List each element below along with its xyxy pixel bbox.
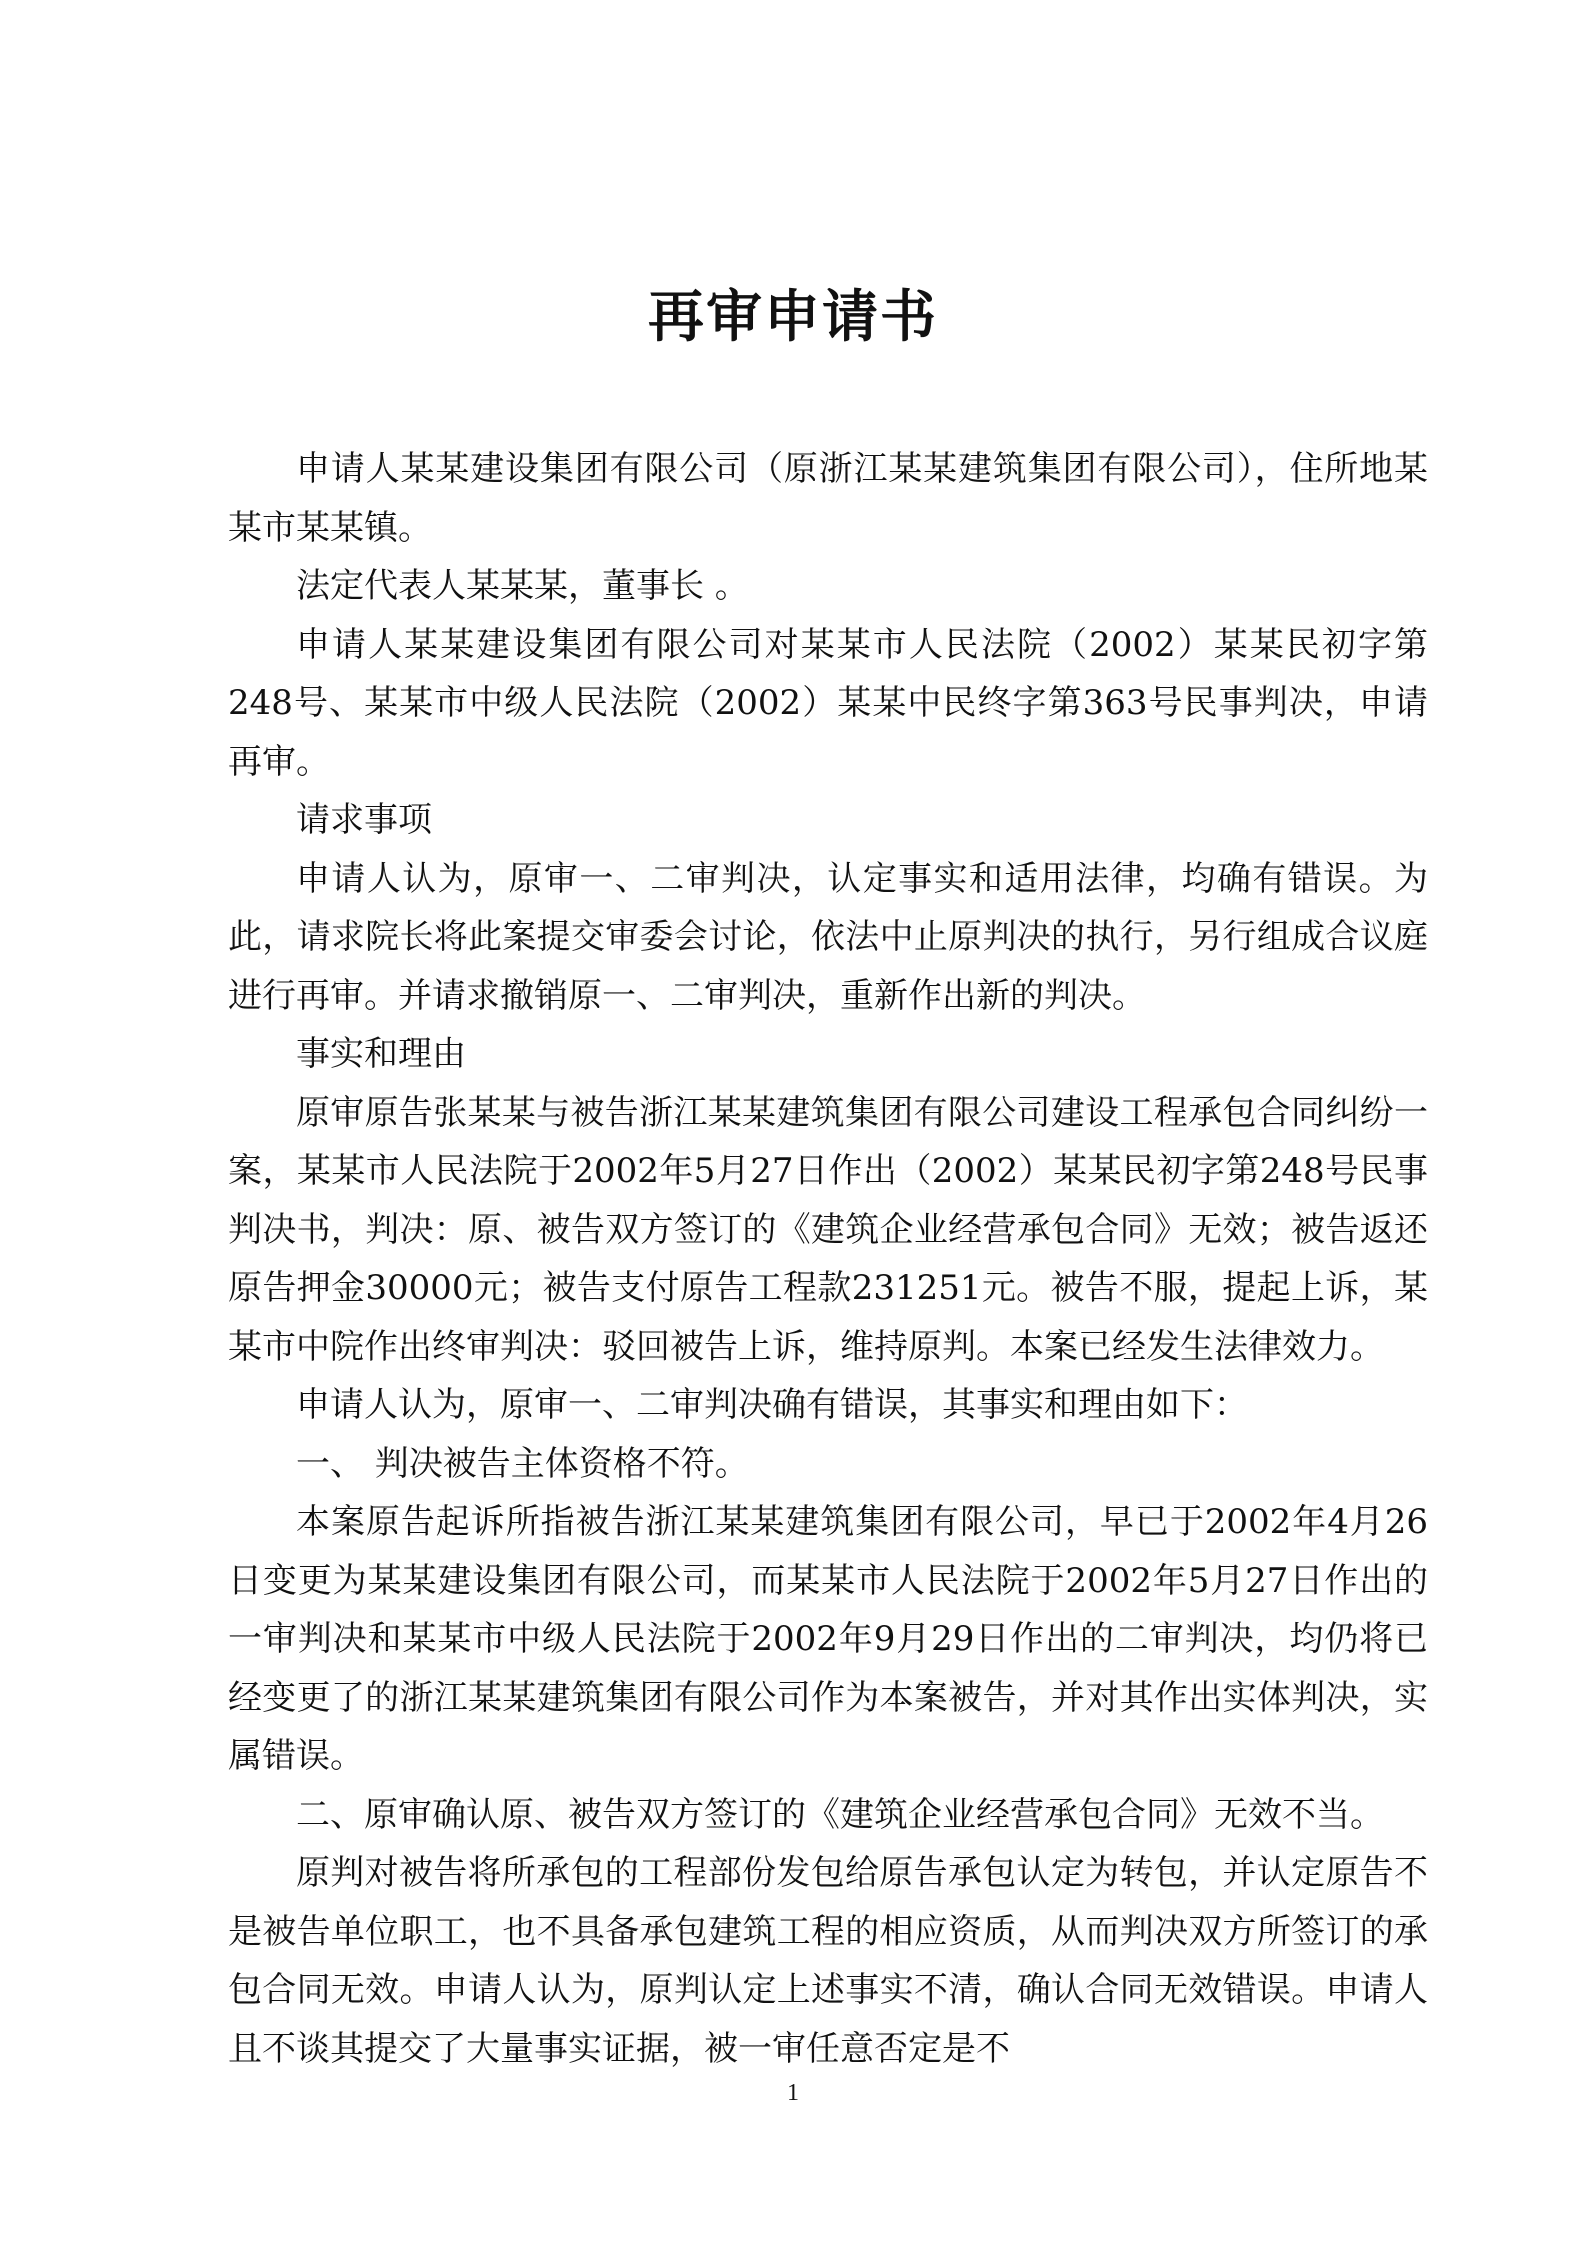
legal-representative-paragraph: 法定代表人某某某，董事长 。 (296, 566, 749, 606)
application-paragraph: 申请人某某建设集团有限公司对某某市人民法院（2002）某某民初字第248号、某某市中级人民法院（2002）某某中民终字第363号民事判决，申请再审。 (228, 624, 1428, 782)
document-title: 再审申请书 (648, 285, 938, 350)
reasons-intro-paragraph: 申请人认为，原审一、二审判决确有错误，其事实和理由如下： (296, 1385, 1248, 1425)
reason-one-paragraph: 本案原告起诉所指被告浙江某某建筑集团有限公司，早已于2002年4月26日变更为某某建设集团有限公司，而某某市人民法院于2002年5月27日作出的一审判决和某某市中级人民法院于2002年9月29日作出的二审判决，均仍将已经变更了的浙江某某建筑集团有限公司作为本案被告，并对其作出实体判决，实属错误。 (228, 1502, 1428, 1776)
facts-paragraph: 原审原告张某某与被告浙江某某建筑集团有限公司建设工程承包合同纠纷一案，某某市人民法院于2002年5月27日作出（2002）某某民初字第248号民事判决书，判决：原、被告双方签订的《建筑企业经营承包合同》无效；被告返还原告押金30000元；被告支付原告工程款231251元。被告不服，提起上诉，某某市中院作出终审判决：驳回被告上诉，维持原判。本案已经发生法律效力。 (228, 1092, 1428, 1367)
applicant-paragraph: 申请人某某建设集团有限公司（原浙江某某建筑集团有限公司），住所地某某市某某镇。 (228, 449, 1428, 548)
page-number: 1 (787, 2080, 799, 2106)
section-heading-requests: 请求事项 (296, 800, 432, 840)
document-body (228, 440, 1428, 2078)
reason-two-heading: 二、原审确认原、被告双方签订的《建筑企业经营承包合同》无效不当。 (296, 1794, 1384, 1835)
reason-two-paragraph: 原判对被告将所承包的工程部份发包给原告承包认定为转包，并认定原告不是被告单位职工，也不具备承包建筑工程的相应资质，从而判决双方所签订的承包合同无效。申请人认为，原判认定上述事实不清，确认合同无效错误。申请人且不谈其提交了大量事实证据，被一审任意否定是不 (228, 1853, 1428, 2069)
requests-paragraph: 申请人认为，原审一、二审判决，认定事实和适用法律，均确有错误。为此，请求院长将此案提交审委会讨论，依法中止原判决的执行，另行组成合议庭进行再审。并请求撤销原一、二审判决，重新作出新的判决。 (228, 858, 1428, 1016)
section-heading-facts: 事实和理由 (296, 1034, 466, 1074)
reason-one-heading: 一、 判决被告主体资格不符。 (296, 1443, 749, 1484)
